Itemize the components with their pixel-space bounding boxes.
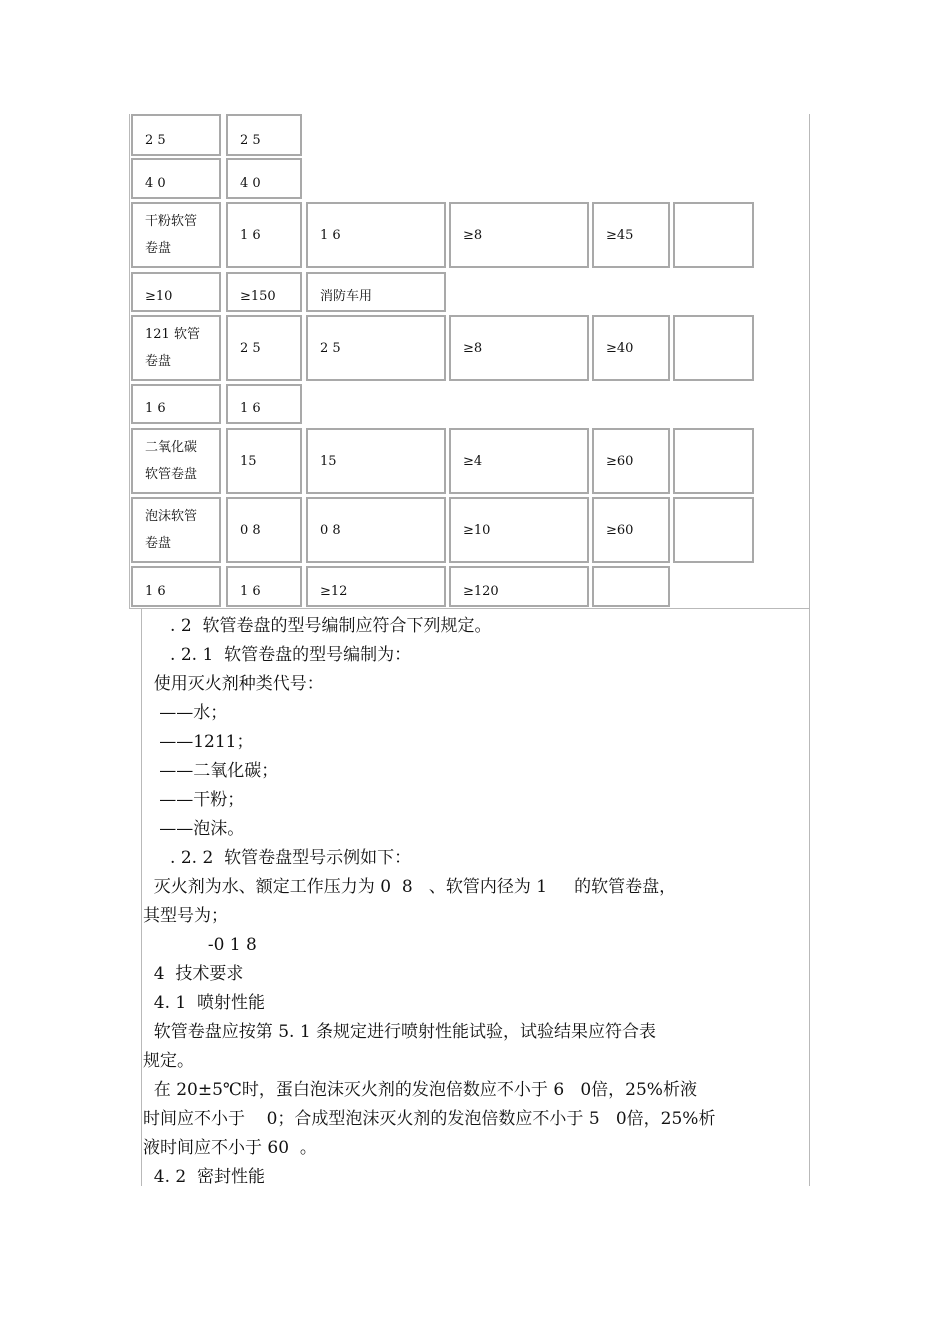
text-line: 在 20±5℃时，蛋白泡沫灭火剂的发泡倍数应不小于 6 0倍，25%析液 (143, 1080, 697, 1100)
text-line: 液时间应不小于 60 。 (143, 1138, 317, 1158)
table-cell: ≥12 (306, 566, 446, 607)
table-cell: 1 6 (226, 202, 302, 268)
table-cell (592, 566, 670, 607)
text-line: . 2 软管卷盘的型号编制应符合下列规定。 (143, 616, 492, 636)
table-cell: ≥150 (226, 272, 302, 312)
text-line: ——干粉； (143, 790, 245, 810)
table-cell: ≥45 (592, 202, 670, 268)
text-line: 其型号为； (143, 906, 228, 926)
table-cell: 1 6 (131, 566, 221, 607)
table-cell: ≥120 (449, 566, 589, 607)
table-cell: 0 8 (306, 497, 446, 563)
table-cell (673, 315, 754, 381)
table-cell: ≥60 (592, 428, 670, 494)
text-line: ——二氧化碳； (143, 761, 279, 781)
subsection-heading: 4. 1 喷射性能 (143, 993, 266, 1013)
table-cell: ≥8 (449, 315, 589, 381)
table-cell: 消防车用 (306, 272, 446, 312)
table-cell: ≥10 (449, 497, 589, 563)
text-line: ——泡沫。 (143, 819, 245, 839)
text-line: . 2. 1 软管卷盘的型号编制为： (143, 645, 412, 665)
table-cell: ≥4 (449, 428, 589, 494)
table-cell: ≥60 (592, 497, 670, 563)
table-cell: 泡沫软管 卷盘 (131, 497, 221, 563)
table-cell: 15 (306, 428, 446, 494)
table-cell: 干粉软管 卷盘 (131, 202, 221, 268)
right-border (809, 114, 810, 1186)
text-line: 灭火剂为水、额定工作压力为 0 8 、软管内径为 1 的软管卷盘， (143, 877, 677, 897)
table-cell: 2 5 (131, 114, 221, 156)
table-cell: 0 8 (226, 497, 302, 563)
body-text (143, 612, 809, 1192)
text-line: 使用灭火剂种类代号： (143, 674, 324, 694)
table-cell: 15 (226, 428, 302, 494)
text-line: 时间应不小于 0；合成型泡沫灭火剂的发泡倍数应不小于 5 0倍，25%析 (143, 1109, 716, 1129)
table-cell: 2 5 (226, 114, 302, 156)
table-cell: 2 5 (306, 315, 446, 381)
table-cell: ≥40 (592, 315, 670, 381)
table-cell: 2 5 (226, 315, 302, 381)
left-border (129, 114, 130, 608)
table-bottom-border (129, 608, 810, 609)
text-line: 规定。 (143, 1051, 194, 1071)
table-cell: 1 6 (131, 384, 221, 424)
subsection-heading: 4. 2 密封性能 (143, 1167, 266, 1187)
table-cell: ≥8 (449, 202, 589, 268)
text-line: 软管卷盘应按第 5. 1 条规定进行喷射性能试验，试验结果应符合表 (143, 1022, 657, 1042)
table-cell: 二氧化碳 软管卷盘 (131, 428, 221, 494)
section-heading: 4 技术要求 (143, 964, 244, 984)
text-left-border (141, 608, 142, 1186)
table-cell: 1 6 (226, 384, 302, 424)
text-line: ——水； (143, 703, 228, 723)
table-cell: 121 软管 卷盘 (131, 315, 221, 381)
table-cell: 4 0 (226, 158, 302, 199)
table-cell: 4 0 (131, 158, 221, 199)
table-cell: ≥10 (131, 272, 221, 312)
table-cell (673, 428, 754, 494)
text-line: . 2. 2 软管卷盘型号示例如下： (143, 848, 412, 868)
text-line: ——1211； (143, 732, 254, 752)
table-cell: 1 6 (306, 202, 446, 268)
table-cell (673, 202, 754, 268)
table-cell (673, 497, 754, 563)
table-cell: 1 6 (226, 566, 302, 607)
model-code: -0 1 8 (143, 935, 257, 955)
